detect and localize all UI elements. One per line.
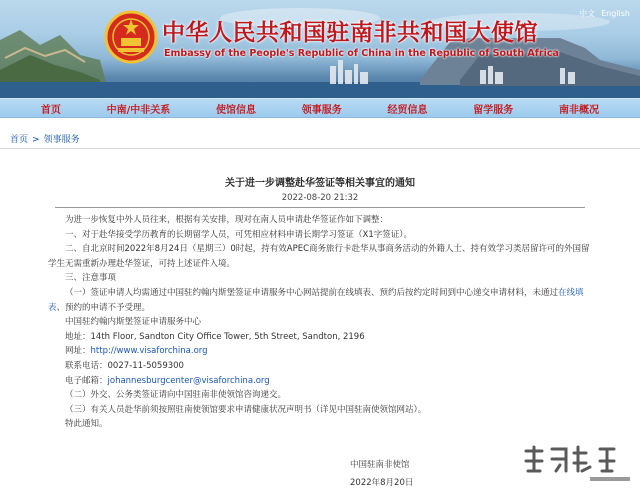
article-date: 2022-08-20 21:32 (281, 193, 359, 203)
email-label: 电子邮箱： (65, 375, 108, 386)
paragraph-note-1 (48, 286, 596, 301)
nav-item-south-africa[interactable]: 南非概况 (559, 104, 600, 116)
nav-item-study[interactable]: 留学服务 (473, 104, 514, 116)
paragraph-item-2-cont: 学生无需重新办理赴华签证，可持上述证件入境。 (48, 258, 236, 269)
divider (0, 148, 640, 149)
breadcrumb-separator: > (32, 135, 40, 145)
website-link[interactable]: http://www.visaforchina.org (90, 346, 208, 357)
main-nav (0, 98, 640, 118)
paragraph-intro: 为进一步恢复中外人员往来，根据有关安排，现对在南人员申请赴华签证作如下调整： (65, 215, 389, 225)
note-1-text: （一）签证申请人均需通过中国驻约翰内斯堡签证申请服务中心网站提前在线填表、预约后按约定时间到中心递交申请材料，未通过 (65, 287, 559, 298)
site-title-en: Embassy of the People's Republic of China in the Republic of South Africa (164, 48, 559, 59)
paragraph-note-2: （二）外交、公务类签证请向中国驻南非使领馆咨询递交。 (65, 390, 287, 401)
site-title-cn: 中华人民共和国驻南非共和国大使馆 (162, 20, 538, 46)
nav-item-embassy-info[interactable]: 使馆信息 (216, 104, 257, 116)
national-emblem-icon (104, 10, 158, 64)
center-phone (48, 359, 596, 374)
nav-item-home[interactable]: 首页 (40, 104, 61, 116)
nav-item-consular[interactable]: 领事服务 (301, 104, 342, 116)
lang-en-link[interactable]: English (601, 9, 630, 18)
center-website (48, 344, 596, 359)
breadcrumb-home[interactable]: 首页 (10, 135, 29, 145)
paragraph-item-1: 一、对于赴华接受学历教育的长期留学人员，可凭相应材料申请长期学习签证（X1字签证）。 (65, 229, 412, 240)
address-value: 14th Floor, Sandton City Office Tower, 5th Street, Sandton, 2196 (90, 331, 365, 342)
nav-item-relations[interactable]: 中南/中非关系 (106, 104, 171, 116)
language-switcher (573, 8, 630, 19)
breadcrumb (10, 132, 80, 145)
breadcrumb-current[interactable]: 领事服务 (43, 135, 80, 145)
nav-item-trade[interactable]: 经贸信息 (387, 104, 428, 116)
email-link[interactable]: johannesburgcenter@visaforchina.org (107, 375, 270, 386)
article-divider (55, 207, 585, 208)
paragraph-closing: 特此通知。 (65, 419, 108, 430)
header-banner (0, 0, 640, 98)
center-address (48, 330, 596, 345)
phone-label: 联系电话： (65, 360, 108, 371)
paragraph-note-1-cont (48, 301, 596, 316)
phone-value: 0027-11-5059300 (107, 360, 184, 371)
online-form-link-cont[interactable]: 表 (48, 302, 57, 313)
website-label: 网址： (65, 346, 91, 357)
paragraph-item-3: 三、注意事项 (65, 273, 117, 284)
signature-date: 2022年8月20日 (350, 478, 414, 488)
online-form-link[interactable]: 在线填 (558, 287, 584, 298)
site-watermark-logo (520, 441, 632, 485)
article-body (48, 213, 596, 432)
note-1-tail: 、预约的申请不予受理。 (56, 302, 151, 313)
address-label: 地址： (65, 331, 91, 342)
center-name: 中国驻约翰内斯堡签证申请服务中心 (65, 317, 202, 328)
signature-org: 中国驻南非使馆 (350, 460, 410, 470)
lang-cn-link[interactable]: 中文 (579, 9, 596, 18)
paragraph-item-2: 二、自北京时间2022年8月24日（星期三）0时起，持有效APEC商务旅行卡赴华从事商务活动的外籍人士、持有效学习类居留许可的外国留 (65, 244, 590, 255)
paragraph-note-3: （三）有关人员赴华前须按照驻南使领馆要求申请健康状况声明书（详见中国驻南使领馆网站）。 (65, 404, 427, 415)
center-email (48, 374, 596, 389)
article-title: 关于进一步调整赴华签证等相关事宜的通知 (225, 178, 415, 189)
